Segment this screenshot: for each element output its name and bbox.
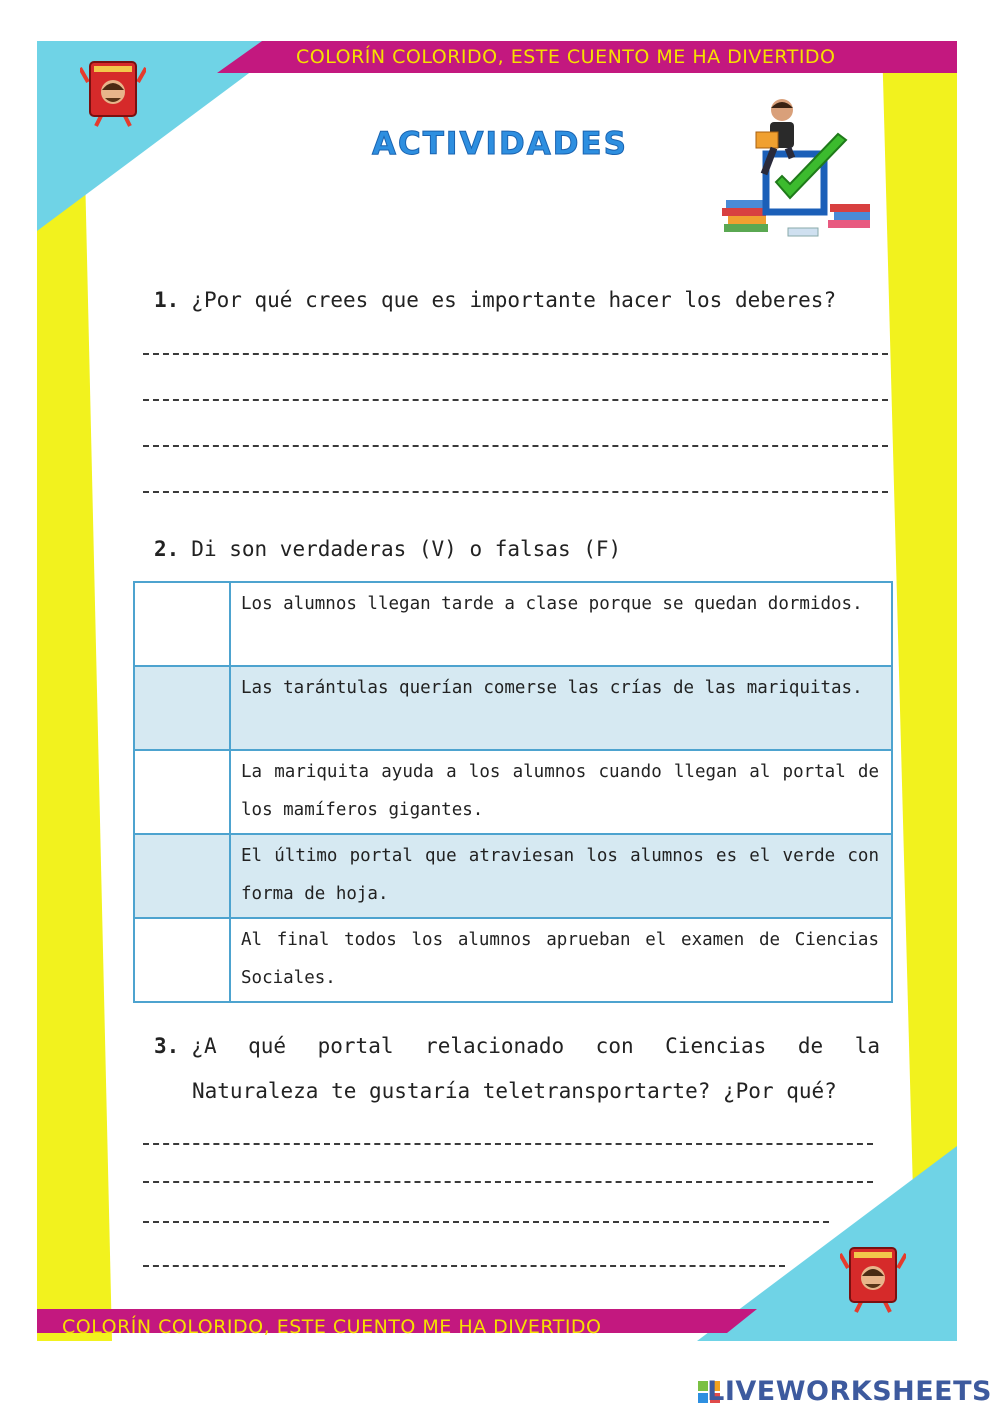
table-row: [134, 918, 892, 1002]
answer-box[interactable]: [134, 834, 230, 918]
answer-box[interactable]: [134, 750, 230, 834]
question-number: 2.: [154, 537, 180, 561]
answer-line[interactable]: [143, 399, 888, 401]
table-row: [134, 666, 892, 750]
book-mascot-icon: [80, 58, 146, 128]
table-row: [134, 750, 892, 834]
bottom-banner-text: COLORÍN COLORIDO, ESTE CUENTO ME HA DIVERTIDO: [62, 1316, 602, 1338]
statement-text: Las tarántulas querían comerse las crías de las mariquitas.: [230, 666, 892, 750]
question-2: [154, 537, 621, 561]
question-text-line-1: ¿A qué portal relacionado con Ciencias de la: [191, 1034, 880, 1058]
answer-box[interactable]: [134, 582, 230, 666]
question-1: [154, 288, 836, 312]
answer-line[interactable]: [143, 353, 888, 355]
answer-line[interactable]: [143, 1265, 785, 1267]
books-checkmark-illustration: [718, 96, 874, 241]
book-mascot-icon: [840, 1244, 906, 1314]
top-banner-text: COLORÍN COLORIDO, ESTE CUENTO ME HA DIVERTIDO: [296, 46, 836, 68]
answer-line[interactable]: [143, 1221, 829, 1223]
question-text-line-2: Naturaleza te gustaría teletransportarte? ¿Por qué?: [192, 1079, 837, 1103]
answer-line[interactable]: [143, 445, 888, 447]
question-3: [154, 1034, 880, 1058]
answer-line[interactable]: [143, 1181, 873, 1183]
statement-text: Los alumnos llegan tarde a clase porque se quedan dormidos.: [230, 582, 892, 666]
question-number: 1.: [154, 288, 180, 312]
statement-text: El último portal que atraviesan los alumnos es el verde con forma de hoja.: [230, 834, 892, 918]
question-number: 3.: [154, 1034, 180, 1058]
answer-line[interactable]: [143, 491, 888, 493]
statement-text: Al final todos los alumnos aprueban el examen de Ciencias Sociales.: [230, 918, 892, 1002]
liveworksheets-brand: LIVEWORKSHEETS: [707, 1376, 992, 1407]
table-row: [134, 582, 892, 666]
true-false-table: [133, 581, 893, 1003]
answer-box[interactable]: [134, 666, 230, 750]
answer-box[interactable]: [134, 918, 230, 1002]
question-text: Di son verdaderas (V) o falsas (F): [191, 537, 622, 561]
statement-text: La mariquita ayuda a los alumnos cuando llegan al portal de los mamíferos gigantes.: [230, 750, 892, 834]
answer-line[interactable]: [143, 1143, 873, 1145]
table-row: [134, 834, 892, 918]
question-text: ¿Por qué crees que es importante hacer los deberes?: [191, 288, 837, 312]
question-3-continued: [192, 1079, 837, 1103]
page-title: ACTIVIDADES: [372, 126, 628, 162]
